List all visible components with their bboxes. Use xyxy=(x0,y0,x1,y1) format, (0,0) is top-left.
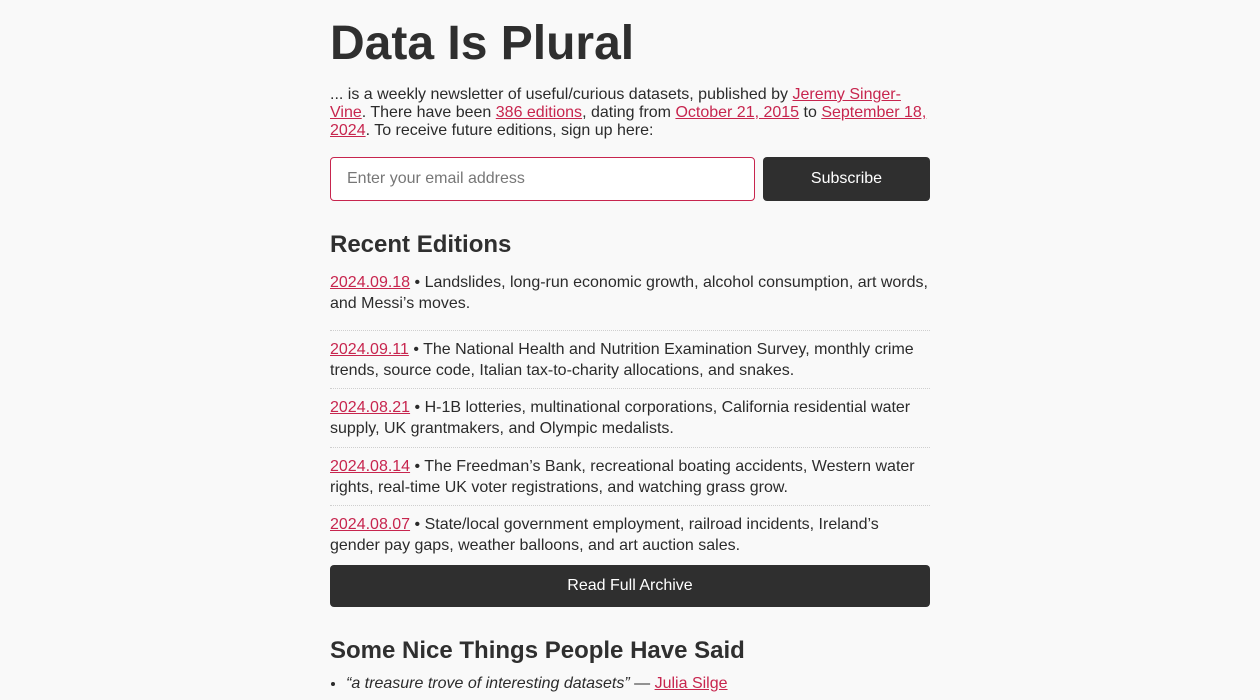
edition-summary: The National Health and Nutrition Examination Survey, monthly crime trends, source code, Italian tax-to-charity allocations, and snakes. xyxy=(330,340,914,379)
quote-dash: — xyxy=(629,675,655,692)
edition-separator: • xyxy=(408,340,424,358)
edition-summary: Landslides, long-run economic growth, alcohol consumption, art words, and Messi’s moves. xyxy=(330,274,928,312)
editions-list xyxy=(330,272,930,565)
list-item xyxy=(330,331,930,390)
subscribe-button[interactable]: Subscribe xyxy=(763,157,930,201)
intro-text-4: to xyxy=(799,104,822,121)
edition-date-link[interactable]: 2024.08.14 xyxy=(330,457,411,475)
quote-author-link[interactable]: Julia Silge xyxy=(654,675,728,692)
intro-text-2: . There have been xyxy=(361,104,496,121)
edition-date-link[interactable]: 2024.09.11 xyxy=(330,340,409,358)
author-link[interactable]: Jeremy Singer-Vine xyxy=(330,86,901,121)
edition-date-link[interactable]: 2024.08.07 xyxy=(330,516,411,533)
edition-separator: • xyxy=(410,399,425,416)
edition-separator: • xyxy=(410,516,425,533)
quote-text: “a treasure trove of interesting datasets” xyxy=(346,675,630,692)
email-input[interactable] xyxy=(330,157,755,201)
intro-text-1: ... is a weekly newsletter of useful/curious datasets, published by xyxy=(330,86,793,103)
list-item xyxy=(330,448,930,507)
edition-summary: The Freedman’s Bank, recreational boating accidents, Western water rights, real-time UK voter registrations, and watching grass grow. xyxy=(330,457,915,496)
list-item xyxy=(346,674,728,694)
edition-summary: H-1B lotteries, multinational corporations, California residential water supply, UK grantmakers, and Olympic medalists. xyxy=(330,399,911,437)
intro-text-5: . To receive future editions, sign up here: xyxy=(365,122,654,139)
edition-separator: • xyxy=(410,457,425,475)
edition-date-link[interactable]: 2024.08.21 xyxy=(330,399,411,416)
edition-separator: • xyxy=(410,274,425,291)
quotes-list xyxy=(330,674,728,694)
first-edition-link[interactable]: October 21, 2015 xyxy=(675,104,800,121)
list-item xyxy=(330,506,930,565)
read-full-archive-button[interactable]: Read Full Archive xyxy=(330,565,930,607)
intro-paragraph xyxy=(330,86,930,140)
list-item xyxy=(330,389,930,448)
page-title: Data Is Plural xyxy=(330,17,635,70)
editions-count-link[interactable]: 386 editions xyxy=(495,104,583,121)
edition-date-link[interactable]: 2024.09.18 xyxy=(330,274,411,291)
latest-edition-link[interactable]: September 18, 2024 xyxy=(330,104,927,139)
list-item xyxy=(330,272,930,331)
signup-form xyxy=(330,157,930,201)
intro-text-3: , dating from xyxy=(582,104,676,121)
praise-heading: Some Nice Things People Have Said xyxy=(330,637,745,664)
recent-editions-heading: Recent Editions xyxy=(330,231,512,258)
edition-summary: State/local government employment, railroad incidents, Ireland’s gender pay gaps, weather balloons, and art auction sales. xyxy=(330,516,879,554)
